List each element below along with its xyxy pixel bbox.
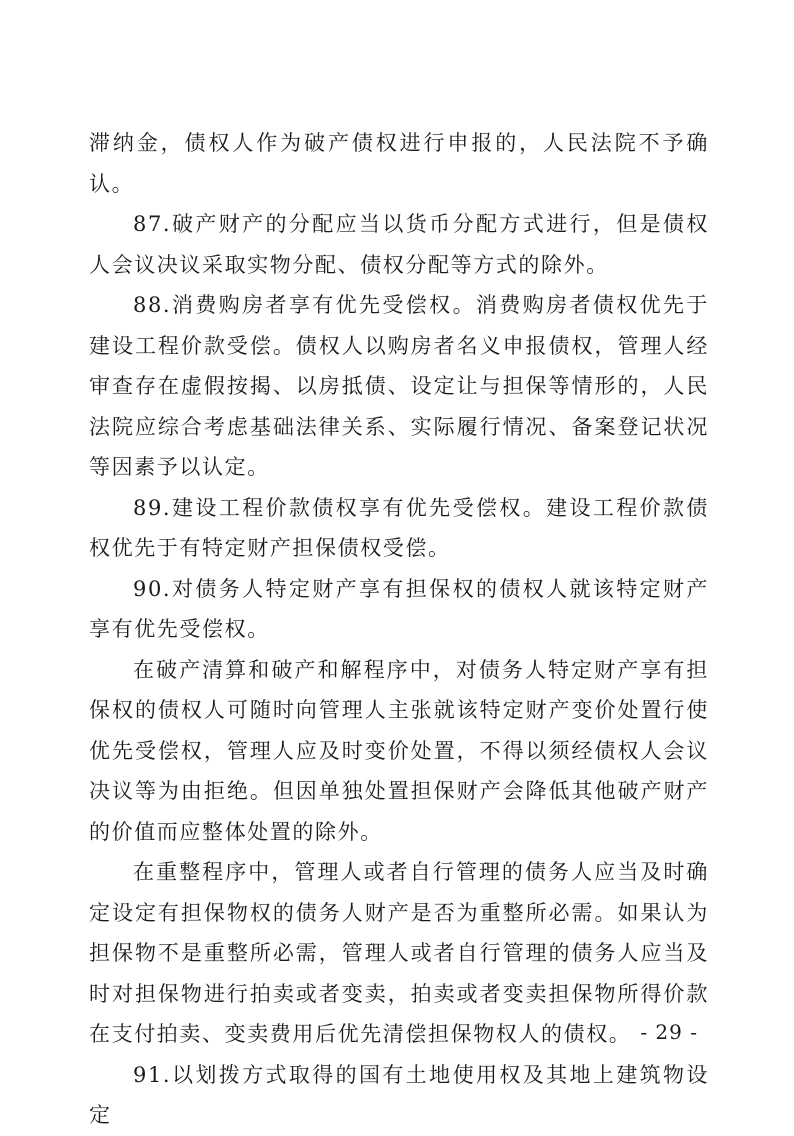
paragraph-88: 88.消费购房者享有优先受偿权。消费购房者债权优先于建设工程价款受偿。债权人以购房者名义申报债权，管理人经审查存在虚假按揭、以房抵债、设定让与担保等情形的，人民法院应综合考虑基础法律关系、实际履行情况、备案登记状况等因素予以认定。 [89,293,709,479]
paragraph-90-liquidation: 在破产清算和破产和解程序中，对债务人特定财产享有担保权的债权人可随时向管理人主张就该特定财产变价处置行使优先受偿权，管理人应及时变价处置，不得以须经债权人会议决议等为由拒绝。但因单独处置担保财产会降低其他破产财产的价值而应整体处置的除外。 [89,657,709,844]
paragraph-90-reorganization: 在重整程序中，管理人或者自行管理的债务人应当及时确定设定有担保物权的债务人财产是否为重整所必需。如果认为担保物不是重整所必需，管理人或者自行管理的债务人应当及时对担保物进行拍卖或者变卖，拍卖或者变卖担保物所得价款在支付拍卖、变卖费用后优先清偿担保物权人的债权。 [89,860,709,1046]
page-number: - 29 - [640,1020,698,1044]
paragraph-89: 89.建设工程价款债权享有优先受偿权。建设工程价款债权优先于有特定财产担保债权受偿。 [89,495,709,560]
paragraph-90: 90.对债务人特定财产享有担保权的债权人就该特定财产享有优先受偿权。 [89,576,709,641]
document-body [89,123,709,1136]
paragraph-87: 87.破产财产的分配应当以货币分配方式进行，但是债权人会议决议采取实物分配、债权分配等方式的除外。 [89,212,709,277]
paragraph-91: 91.以划拨方式取得的国有土地使用权及其地上建筑物设定 [89,1062,709,1127]
paragraph-continuation: 滞纳金，债权人作为破产债权进行申报的，人民法院不予确认。 [89,131,709,196]
